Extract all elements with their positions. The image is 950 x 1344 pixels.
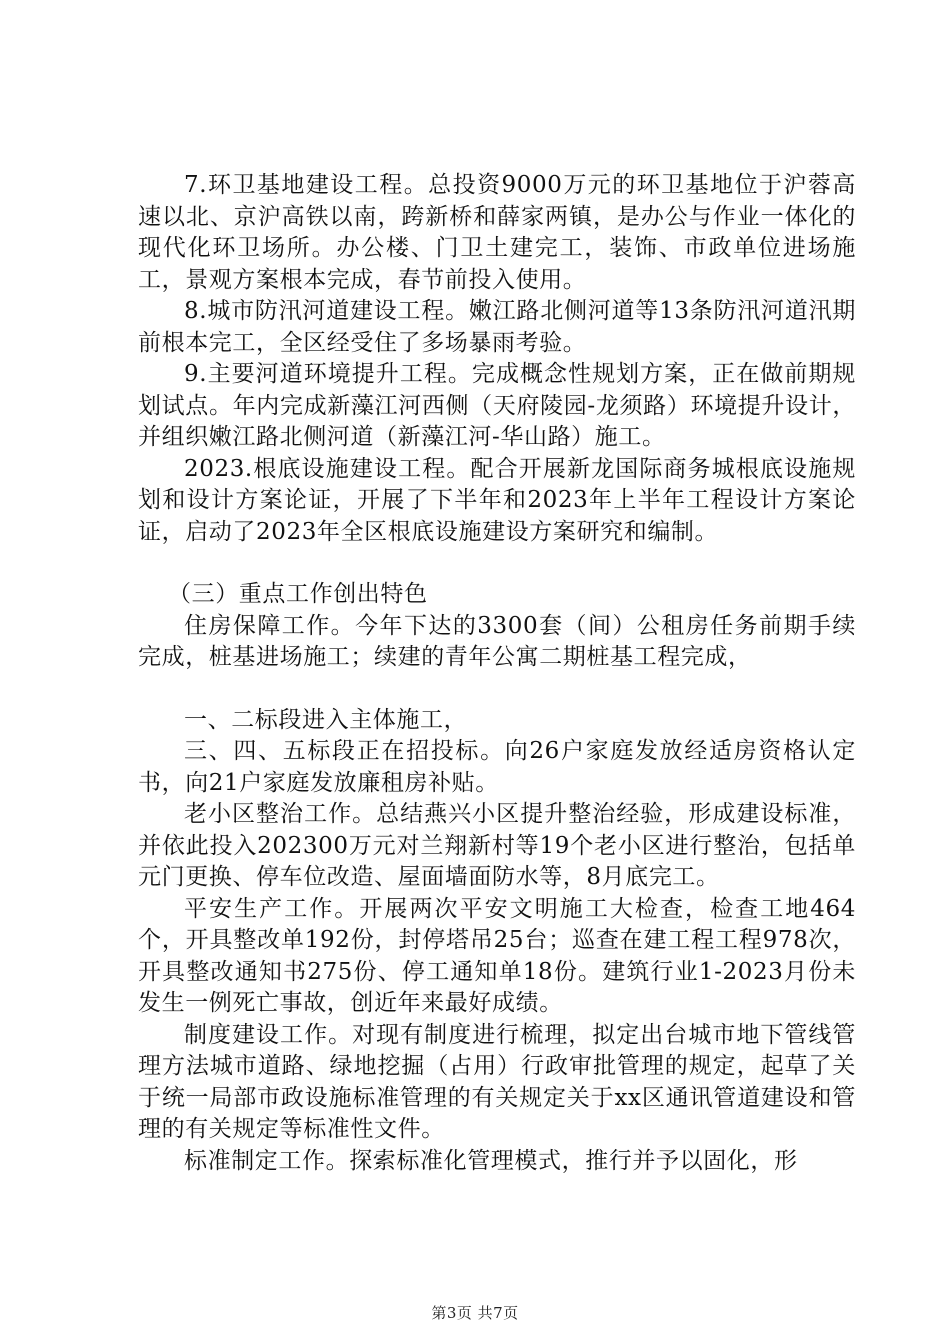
blank-line [138, 674, 856, 705]
paragraph-standards: 标准制定工作。探索标准化管理模式，推行并予以固化，形 [184, 1147, 798, 1174]
section-heading: （三）重点工作创出特色 [168, 581, 428, 607]
paragraph-regulations: 制度建设工作。对现有制度进行梳理，拟定出台城市地下管线管理方法城市道路、绿地挖掘（占用）行政审批管理的规定，起草了关于统一局部市政设施标准管理的有关规定关于xx区通讯管道建设和管理的有关规定等标准性文件。 [138, 1021, 856, 1142]
paragraph-flood-control: 8.城市防汛河道建设工程。嫩江路北侧河道等13条防汛河道汛期前根本完工，全区经受住了多场暴雨考验。 [138, 298, 856, 356]
paragraph-old-community: 老小区整治工作。总结燕兴小区提升整治经验，形成建设标准，并依此投入202300万元对兰翔新村等19个老小区进行整治，包括单元门更换、停车位改造、屋面墙面防水等，8月底完工。 [138, 801, 856, 890]
page-number-footer: 第3页 共7页 [431, 1304, 519, 1322]
paragraph-sanitation-base: 7.环卫基地建设工程。总投资9000万元的环卫基地位于沪蓉高速以北、京沪高铁以南，跨新桥和薛家两镇，是办公与作业一体化的现代化环卫场所。办公楼、门卫土建完工，装饰、市政单位进场施工，景观方案根本完成，春节前投入使用。 [138, 172, 856, 293]
blank-line [138, 548, 856, 579]
paragraph-river-environment: 9.主要河道环境提升工程。完成概念性规划方案，正在做前期规划试点。年内完成新藻江河西侧（天府陵园-龙须路）环境提升设计，并组织嫩江路北侧河道（新藻江河-华山路）施工。 [138, 361, 856, 450]
paragraph-housing: 住房保障工作。今年下达的3300套（间）公租房任务前期手续完成，桩基进场施工；续建的青年公寓二期桩基工程完成， [138, 612, 856, 670]
paragraph-bid-sections-3-5: 三、四、五标段正在招投标。向26户家庭发放经适房资格认定书，向21户家庭发放廉租房补贴。 [138, 738, 856, 796]
paragraph-bid-sections-1-2: 一、二标段进入主体施工， [184, 706, 468, 733]
document-body [138, 170, 856, 1177]
paragraph-infrastructure: 2023.根底设施建设工程。配合开展新龙国际商务城根底设施规划和设计方案论证，开展了下半年和2023年上半年工程设计方案论证，启动了2023年全区根底设施建设方案研究和编制。 [138, 455, 856, 545]
paragraph-safety: 平安生产工作。开展两次平安文明施工大检查，检查工地464个，开具整改单192份，封停塔吊25台；巡查在建工程工程978次，开具整改通知书275份、停工通知单18份。建筑行业1-2023月份未发生一例死亡事故，创近年来最好成绩。 [138, 895, 856, 1016]
